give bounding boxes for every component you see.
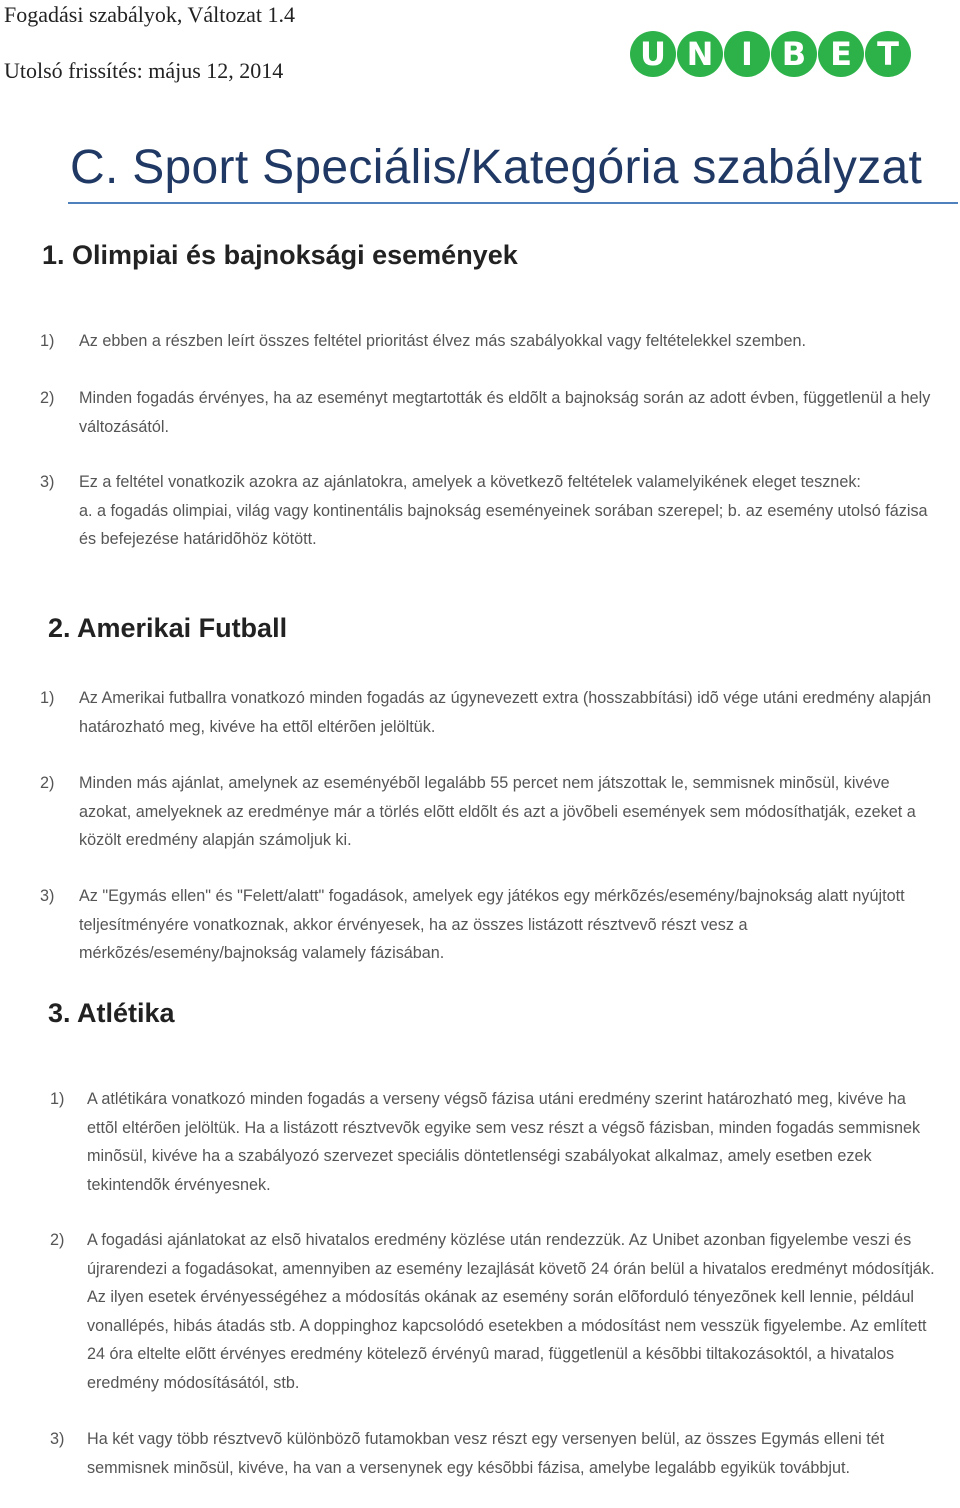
item-text: Ez a feltétel vonatkozik azokra az ajánlatokra, amelyek a következõ feltételek valamelyikének eleget tesznek:	[79, 473, 861, 491]
item-number: 1)	[50, 1090, 65, 1108]
title-underline	[68, 202, 958, 204]
item-number: 3)	[40, 887, 55, 905]
list-item	[40, 882, 950, 968]
logo-letter: N	[686, 35, 714, 73]
item-number: 3)	[50, 1430, 65, 1448]
header-version: Fogadási szabályok, Változat 1.4	[4, 2, 296, 27]
item-text: Az "Egymás ellen" és "Felett/alatt" fogadások, amelyek egy játékos egy mérkõzés/esemény/bajnokság alatt nyújtott teljesítményére vonatkoznak, akkor érvényesek, ha az összes listázott résztvevõ részt vesz a mérkõzés/esemény/bajnokság valamely fázisában.	[79, 887, 905, 962]
list-item	[40, 684, 940, 741]
item-number: 2)	[40, 774, 55, 792]
header-updated: Utolsó frissítés: május 12, 2014	[4, 58, 284, 83]
section-heading-olympic: 1. Olimpiai és bajnoksági események	[42, 240, 518, 270]
item-number: 1)	[40, 332, 55, 350]
item-subtext: a. a fogadás olimpiai, világ vagy kontinentális bajnokság eseményeinek sorában szerepel; b. az esemény utolsó fázisa és befejezése határidõhöz kötött.	[79, 501, 928, 548]
list-item	[40, 327, 940, 356]
item-number: 2)	[40, 389, 55, 407]
list-item	[50, 1226, 940, 1397]
list-item	[40, 384, 940, 441]
list-item	[40, 769, 940, 855]
item-text: Az Amerikai futballra vonatkozó minden fogadás az úgynevezett extra (hosszabbítási) idõ vége utáni eredmény alapján határozható meg, kivéve ha ettõl eltérõen jelöltük.	[79, 689, 932, 736]
item-text: Minden fogadás érvényes, ha az eseményt megtartották és eldõlt a bajnokság során az adott évben, függetlenül a hely változásától.	[79, 389, 931, 436]
item-text: A fogadási ajánlatokat az elsõ hivatalos eredmény közlése után rendezzük. Az Unibet azonban figyelembe veszi és újrarendezi a fogadásokat, amennyiben az esemény lezajlását követõ 24 órán belül a hivatalos eredményt módosítják. Az ilyen esetek érvényességéhez a módosítás okának az esemény során elõforduló tényezõnek kell lennie, például vonallépés, hibás átadás stb. A doppinghoz kapcsolódó esetekben a módosítást nem vesszük figyelembe. Az említett 24 óra eltelte elõtt érvényes eredmény kötelezõ érvényû marad, függetlenül a késõbbi tiltakozásoktól, a hivatalos eredmény módosításától, stb.	[87, 1231, 935, 1392]
section-heading-american-football: 2. Amerikai Futball	[48, 613, 288, 643]
section-heading-athletics: 3. Atlétika	[48, 998, 175, 1028]
item-number: 2)	[50, 1231, 65, 1249]
item-text: Ha két vagy több résztvevõ különbözõ futamokban vesz részt egy versenyen belül, az összes Egymás elleni tét semmisnek minõsül, kivéve, ha van a versenynek egy késõbbi fázisa, amelybe legalább egyikük továbbjut.	[87, 1430, 885, 1477]
unibet-logo	[628, 28, 918, 80]
item-text: Az ebben a részben leírt összes feltétel prioritást élvez más szabályokkal vagy feltételekkel szemben.	[79, 332, 806, 350]
logo-letter: T	[877, 35, 899, 73]
list-item	[50, 1085, 940, 1199]
logo-letter: I	[741, 35, 753, 73]
item-number: 1)	[40, 689, 55, 707]
page-title: C. Sport Speciális/Kategória szabályzat	[70, 141, 923, 194]
list-item	[50, 1425, 940, 1482]
logo-letter: U	[640, 35, 666, 73]
item-text: Minden más ajánlat, amelynek az eseményébõl legalább 55 percet nem játszottak le, semmisnek minõsül, kivéve azokat, amelyeknek az eredménye már a törlés elõtt eldõlt és azt a jövõbeli események sem módosíthatják, ezeket a közölt eredmény alapján számoljuk ki.	[79, 774, 916, 849]
item-number: 3)	[40, 473, 55, 491]
item-text: A atlétikára vonatkozó minden fogadás a verseny végsõ fázisa utáni eredmény szerint határozható meg, kivéve ha ettõl eltérõen jelöltük. Ha a listázott résztvevõk egyike sem vesz részt a végsõ fázisban, minden fogadás semmisnek minõsül, kivéve ha a szabályozó szervezet speciális döntetlenségi szabályokat alkalmaz, amely esetben ezek tekintendõk érvényesnek.	[87, 1090, 921, 1194]
logo-letter: E	[830, 35, 852, 73]
list-item	[40, 468, 940, 554]
logo-letter: B	[781, 35, 807, 73]
